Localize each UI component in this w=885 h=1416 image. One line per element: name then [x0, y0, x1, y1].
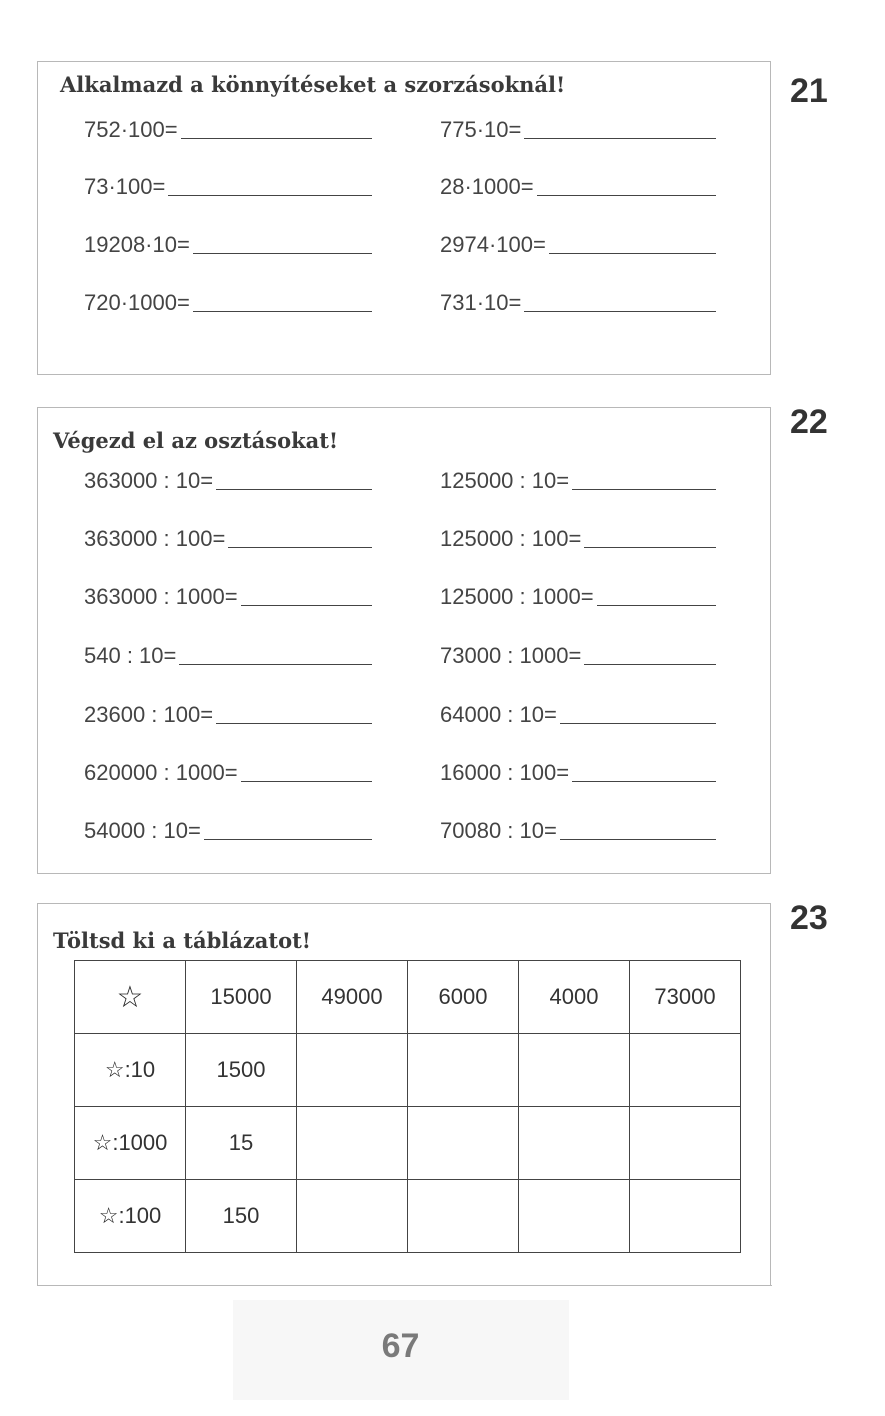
task-22-l4[interactable]: 540 : 10= [84, 643, 372, 669]
exercise-23-instruction: Töltsd ki a táblázatot! [53, 928, 312, 953]
answer-line[interactable] [179, 663, 372, 665]
task-22-r1[interactable]: 125000 : 10= [440, 468, 716, 494]
star-icon: ☆ [92, 1130, 113, 1155]
answer-line[interactable] [181, 137, 372, 139]
task-21-r1[interactable]: 775·10= [440, 117, 716, 143]
table-header-cell: 73000 [630, 961, 741, 1034]
answer-line[interactable] [524, 310, 716, 312]
answer-line[interactable] [193, 310, 372, 312]
exercise-number-22: 22 [790, 403, 828, 441]
table-cell: 1500 [186, 1034, 297, 1107]
task-21-r3[interactable]: 2974·100= [440, 232, 716, 258]
answer-line[interactable] [241, 780, 372, 782]
task-22-l3[interactable]: 363000 : 1000= [84, 584, 372, 610]
table-answer-cell[interactable] [408, 1107, 519, 1180]
answer-line[interactable] [228, 546, 372, 548]
table-answer-cell[interactable] [408, 1034, 519, 1107]
table-answer-cell[interactable] [408, 1180, 519, 1253]
task-22-r2[interactable]: 125000 : 100= [440, 526, 716, 552]
table-row [75, 1107, 741, 1180]
exercise-21-box [37, 61, 771, 375]
table-header-cell: 49000 [297, 961, 408, 1034]
task-22-l2[interactable]: 363000 : 100= [84, 526, 372, 552]
star-icon: ☆ [98, 1203, 119, 1228]
table-answer-cell[interactable] [630, 1034, 741, 1107]
table-header-cell: 4000 [519, 961, 630, 1034]
task-21-l1[interactable]: 752·100= [84, 117, 372, 143]
exercise-22-instruction: Végezd el az osztásokat! [53, 428, 339, 453]
fill-in-table [74, 960, 741, 1253]
table-answer-cell[interactable] [630, 1180, 741, 1253]
table-cell: 15 [186, 1107, 297, 1180]
answer-line[interactable] [597, 604, 716, 606]
answer-line[interactable] [572, 780, 716, 782]
task-22-l7[interactable]: 54000 : 10= [84, 818, 372, 844]
star-header-cell [75, 961, 186, 1034]
star-icon: ☆ [116, 980, 144, 1014]
table-answer-cell[interactable] [297, 1180, 408, 1253]
answer-line[interactable] [168, 194, 372, 196]
task-22-l1[interactable]: 363000 : 10= [84, 468, 372, 494]
answer-line[interactable] [524, 137, 716, 139]
task-21-l3[interactable]: 19208·10= [84, 232, 372, 258]
exercise-number-23: 23 [790, 899, 828, 937]
table-row [75, 1034, 741, 1107]
task-22-r4[interactable]: 73000 : 1000= [440, 643, 716, 669]
table-answer-cell[interactable] [519, 1107, 630, 1180]
answer-line[interactable] [537, 194, 716, 196]
task-22-l6[interactable]: 620000 : 1000= [84, 760, 372, 786]
answer-line[interactable] [584, 663, 716, 665]
task-22-r3[interactable]: 125000 : 1000= [440, 584, 716, 610]
answer-line[interactable] [241, 604, 372, 606]
row-label-cell: ☆:10 [75, 1034, 186, 1107]
table-row [75, 1180, 741, 1253]
task-22-r5[interactable]: 64000 : 10= [440, 702, 716, 728]
star-icon: ☆ [104, 1057, 125, 1082]
answer-line[interactable] [560, 722, 716, 724]
table-answer-cell[interactable] [297, 1034, 408, 1107]
exercise-number-21: 21 [790, 72, 828, 110]
table-answer-cell[interactable] [519, 1180, 630, 1253]
answer-line[interactable] [584, 546, 716, 548]
row-label-cell: ☆:1000 [75, 1107, 186, 1180]
table-header-cell: 15000 [186, 961, 297, 1034]
answer-line[interactable] [216, 722, 372, 724]
task-21-r2[interactable]: 28·1000= [440, 174, 716, 200]
table-answer-cell[interactable] [519, 1034, 630, 1107]
task-22-l5[interactable]: 23600 : 100= [84, 702, 372, 728]
answer-line[interactable] [549, 252, 716, 254]
task-21-r4[interactable]: 731·10= [440, 290, 716, 316]
answer-line[interactable] [560, 838, 716, 840]
exercise-22-box [37, 407, 771, 874]
table-answer-cell[interactable] [297, 1107, 408, 1180]
answer-line[interactable] [216, 488, 372, 490]
table-cell: 150 [186, 1180, 297, 1253]
answer-line[interactable] [204, 838, 372, 840]
answer-line[interactable] [572, 488, 716, 490]
table-header-cell: 6000 [408, 961, 519, 1034]
table-header-row [75, 961, 741, 1034]
page-number: 67 [381, 1327, 420, 1365]
answer-line[interactable] [193, 252, 372, 254]
exercise-21-instruction: Alkalmazd a könnyítéseket a szorzásoknál! [60, 72, 566, 97]
exercise-23-box [37, 903, 771, 1286]
task-22-r7[interactable]: 70080 : 10= [440, 818, 716, 844]
task-21-l2[interactable]: 73·100= [84, 174, 372, 200]
table-answer-cell[interactable] [630, 1107, 741, 1180]
row-label-cell: ☆:100 [75, 1180, 186, 1253]
task-21-l4[interactable]: 720·1000= [84, 290, 372, 316]
task-22-r6[interactable]: 16000 : 100= [440, 760, 716, 786]
